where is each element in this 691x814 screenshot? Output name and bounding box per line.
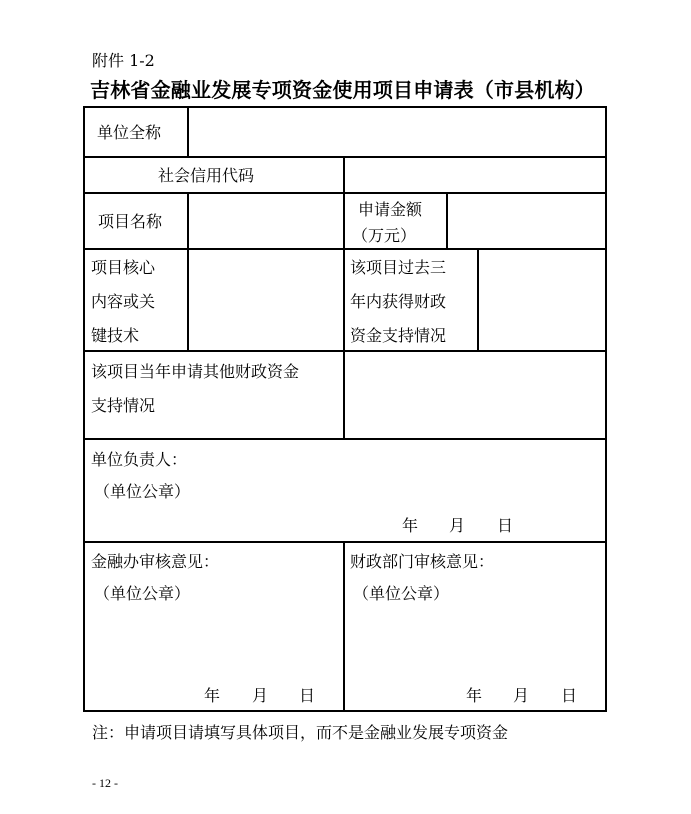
core-label-line: 项目核心 (91, 258, 156, 277)
form-title: 吉林省金融业发展专项资金使用项目申请表（市县机构） (90, 78, 595, 102)
table-rule (477, 248, 479, 352)
past-support-field[interactable] (480, 250, 604, 349)
past-support-label-line: 年内获得财政 (350, 292, 447, 311)
table-border-bottom (83, 710, 607, 712)
table-rule (187, 106, 189, 156)
unit-name-field[interactable] (190, 108, 604, 155)
amount-unit-label: （万元） (352, 226, 417, 245)
finance-office-seal: （单位公章） (94, 584, 191, 603)
credit-code-field[interactable] (346, 158, 604, 191)
past-support-label-line: 该项目过去三 (350, 258, 447, 277)
table-rule (343, 156, 345, 440)
leader-date-year: 年 (402, 516, 419, 535)
other-support-label-line: 该项目当年申请其他财政资金 (91, 362, 300, 381)
core-content-field[interactable] (190, 250, 342, 349)
leader-seal: （单位公章） (94, 482, 191, 501)
table-rule (83, 438, 607, 440)
table-rule (343, 541, 345, 712)
attachment-label: 附件 1-2 (92, 51, 155, 70)
credit-code-label: 社会信用代码 (158, 166, 255, 185)
finance-office-label: 金融办审核意见： (91, 552, 220, 571)
footnote: 注：申请项目请填写具体项目，而不是金融业发展专项资金 (92, 723, 509, 742)
finance-office-date-year: 年 (204, 686, 221, 705)
finance-dept-seal: （单位公章） (353, 584, 450, 603)
finance-dept-label: 财政部门审核意见： (350, 552, 495, 571)
project-name-field[interactable] (190, 194, 342, 247)
table-border-right (605, 106, 607, 712)
page-number: - 12 - (92, 776, 118, 790)
core-label-line: 键技术 (91, 326, 140, 345)
finance-dept-date-month: 月 (513, 686, 530, 705)
core-label-line: 内容或关 (91, 292, 156, 311)
past-support-label-line: 资金支持情况 (350, 326, 447, 345)
finance-office-date-month: 月 (252, 686, 269, 705)
table-rule (83, 541, 607, 543)
other-support-field[interactable] (346, 352, 604, 437)
table-rule (446, 192, 448, 250)
table-rule (187, 192, 189, 350)
table-border-left (83, 106, 85, 712)
leader-date-day: 日 (497, 516, 514, 535)
project-name-label: 项目名称 (98, 212, 163, 231)
unit-name-label: 单位全称 (97, 123, 162, 142)
finance-dept-date-day: 日 (561, 686, 578, 705)
amount-label: 申请金额 (358, 200, 423, 219)
leader-label: 单位负责人： (91, 450, 188, 469)
finance-office-date-day: 日 (299, 686, 316, 705)
other-support-label-line: 支持情况 (91, 396, 156, 415)
finance-dept-date-year: 年 (466, 686, 483, 705)
leader-date-month: 月 (449, 516, 466, 535)
amount-field[interactable] (449, 194, 604, 247)
